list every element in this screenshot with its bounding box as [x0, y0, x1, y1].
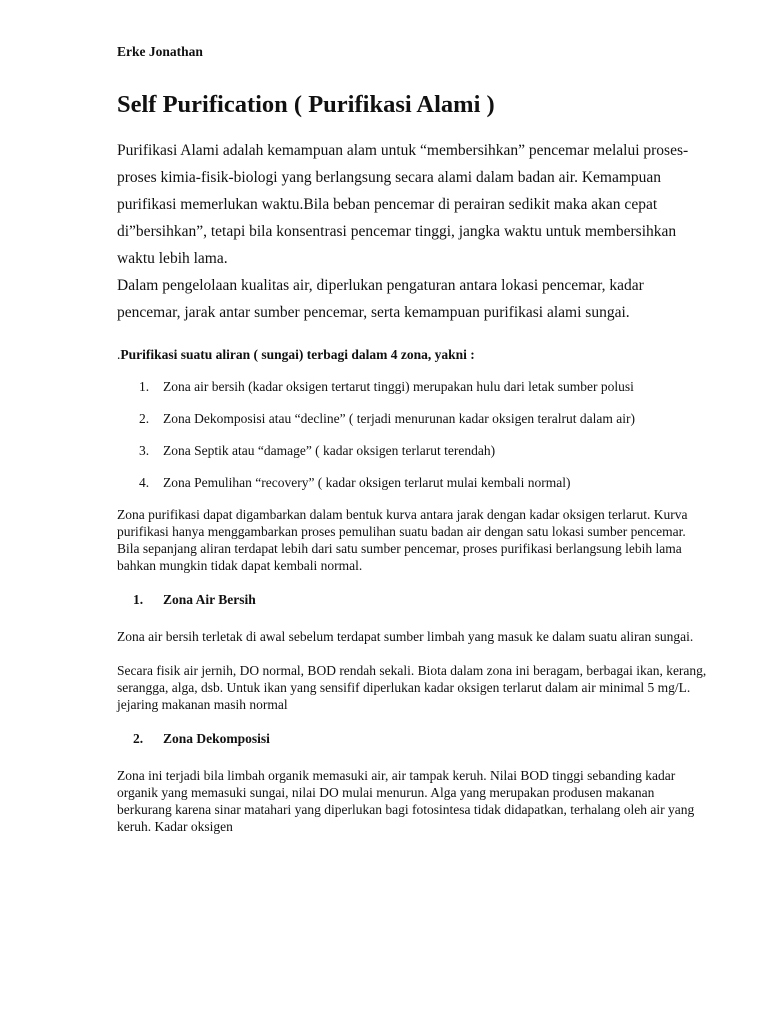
list-item-number: 1. [139, 379, 150, 395]
zones-heading-prefix: . [117, 347, 121, 363]
section-title: Zona Dekomposisi [163, 731, 270, 747]
intro-paragraph-2: Dalam pengelolaan kualitas air, diperlukan pengaturan antara lokasi pencemar, kadar pencemar, jarak antar sumber pencemar, serta kemampuan purifikasi alami sungai. [117, 277, 644, 322]
intro-paragraph-1: Purifikasi Alami adalah kemampuan alam untuk “membersihkan” pencemar melalui proses-proses kimia-fisik-biologi yang berlangsung secara alami dalam badan air. Kemampuan purifikasi memerlukan waktu.Bila beban pencemar di perairan sedikit maka akan cepat di”bersihkan”, tetapi bila konsentrasi pencemar tinggi, jangka waktu untuk membersihkan waktu lebih lama. [117, 142, 689, 268]
section-heading-air-bersih [117, 591, 708, 608]
zones-heading-text: Purifikasi suatu aliran ( sungai) terbagi dalam 4 zona, yakni : [120, 347, 475, 363]
list-item [117, 410, 708, 427]
section-title: Zona Air Bersih [163, 592, 256, 608]
section-number: 2. [133, 731, 144, 747]
curve-paragraph: Zona purifikasi dapat digambarkan dalam bentuk kurva antara jarak dengan kadar oksigen terlarut. Kurva purifikasi hanya menggambarkan proses pemulihan suatu badan air dengan satu lokasi sumber pencemar. Bila sepanjang aliran terdapat lebih dari satu sumber pencemar, proses purifikasi berlangsung lebih lama bahkan mungkin tidak dapat kembali normal. [117, 507, 688, 574]
list-item [117, 378, 708, 395]
zones-heading [117, 346, 708, 364]
list-item-text: Zona Dekomposisi atau “decline” ( terjadi menurunan kadar oksigen teralrut dalam air) [163, 411, 635, 427]
author-name: Erke Jonathan [117, 44, 203, 59]
zones-list [117, 378, 708, 491]
section-paragraph: Secara fisik air jernih, DO normal, BOD rendah sekali. Biota dalam zona ini beragam, berbagai ikan, kerang, serangga, alga, dsb. Untuk ikan yang sensifif diperlukan kadar oksigen terlarut dalam air minimal 5 mg/L. jejaring makanan masih normal [117, 663, 707, 713]
list-item-number: 4. [139, 475, 150, 491]
list-item-number: 2. [139, 411, 150, 427]
list-item [117, 474, 708, 491]
section-paragraph: Zona air bersih terletak di awal sebelum terdapat sumber limbah yang masuk ke dalam suatu aliran sungai. [117, 629, 694, 645]
section-heading-dekomposisi [117, 730, 708, 747]
section-number: 1. [133, 592, 144, 608]
list-item-text: Zona Pemulihan “recovery” ( kadar oksigen terlarut mulai kembali normal) [163, 475, 571, 491]
list-item-text: Zona air bersih (kadar oksigen tertarut tinggi) merupakan hulu dari letak sumber polusi [163, 379, 634, 395]
document-title: Self Purification ( Purifikasi Alami ) [117, 91, 495, 118]
list-item-number: 3. [139, 443, 150, 459]
list-item-text: Zona Septik atau “damage” ( kadar oksigen terlarut terendah) [163, 443, 496, 459]
intro-section [117, 137, 708, 326]
list-item [117, 442, 708, 459]
section-paragraph: Zona ini terjadi bila limbah organik memasuki air, air tampak keruh. Nilai BOD tinggi sebanding kadar organik yang memasuki sungai, nilai DO mulai menurun. Alga yang merupakan produsen makanan berkurang karena sinar matahari yang diperlukan bagi fotosintesa tidak didapatkan, terhalang oleh air yang keruh. Kadar oksigen [117, 768, 695, 835]
